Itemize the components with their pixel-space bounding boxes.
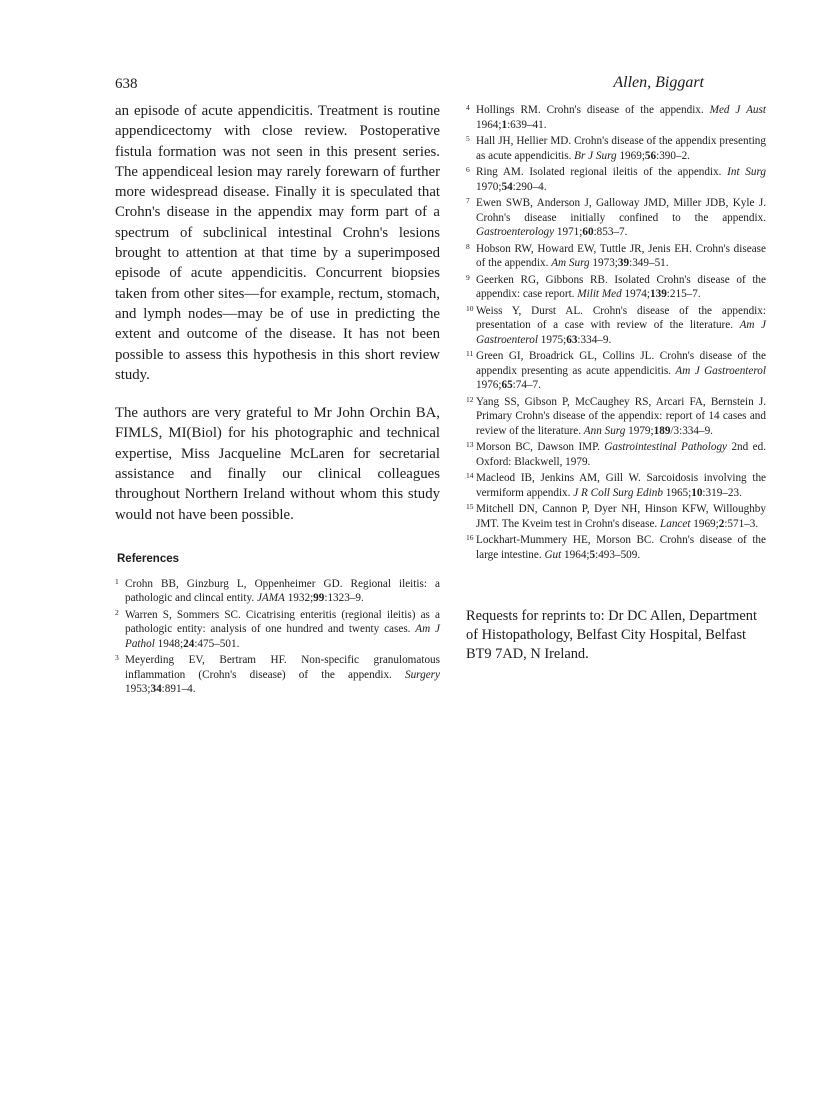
reference-number: 11 [466,349,474,358]
reference-number: 7 [466,196,470,205]
reference-journal: Gastroenterology [476,226,555,238]
reference-volume: 56 [644,149,657,162]
reference-text: Meyerding EV, Bertram HF. Non-specific granulomatous inflammation (Crohn's disease) of the appendix. [125,654,440,681]
running-head: Allen, Biggart [613,74,704,91]
reference-text: Crohn BB, Ginzburg L, Oppenheimer GD. Regional ileitis: a pathologic and clincal entity. [125,577,440,605]
reference-year: 1932; [287,592,314,605]
reference-number: 14 [466,471,474,480]
reference-journal: Surgery [404,668,440,681]
reference-year: 1953; [125,683,151,696]
reference-year: 1971; [556,226,583,238]
reference-pages: :290–4. [512,180,547,193]
page-number: 638 [115,76,138,92]
reference-text: Yang SS, Gibson P, McCaughey RS, Arcari FA, Bernstein J. Primary Crohn's disease of the appendix: report of 14 cases and review of the literature. [476,395,766,437]
reference-journal: JAMA [256,592,285,605]
reference-journal: Ann Surg [583,424,626,437]
reference-item [466,273,766,302]
reference-item [466,502,766,531]
reprint-request: Requests for reprints to: Dr DC Allen, Department of Histopathology, Belfast City Hospital, Belfast BT9 7AD, N Ireland. [466,608,757,662]
reference-journal: J R Coll Surg Edinb [573,486,663,499]
reference-journal: Gastrointestinal Pathology [604,441,728,453]
reference-item [466,440,766,469]
reference-journal: Med J Aust [709,104,766,116]
reference-text: Hobson RW, Howard EW, Tuttle JR, Jenis EH. Crohn's disease of the appendix. [476,242,766,269]
reference-number: 2 [115,607,119,617]
reference-text: Geerken RG, Gibbons RB. Isolated Crohn's disease of the appendix: case report. [476,273,766,300]
reference-number: 13 [466,440,474,449]
reference-volume: 60 [582,226,594,238]
reference-number: 5 [466,134,470,143]
reference-item [466,242,766,271]
reference-pages: :1323–9. [324,592,364,605]
reference-item [115,577,440,606]
reference-year: 1965; [665,486,692,499]
reference-number: 4 [466,103,470,112]
right-column [466,103,766,663]
reference-volume: 139 [650,288,667,300]
reference-pages: :571–3. [724,517,759,530]
reference-item [466,103,766,132]
reference-pages: 2nd ed. Oxford: Blackwell, 1979. [476,441,766,468]
reference-item [115,653,440,697]
reference-volume: 39 [617,257,630,269]
reference-text: Ewen SWB, Anderson J, Galloway JMD, Miller JDB, Kyle J. Crohn's disease initially confined to the appendix. [476,197,766,224]
reference-year: 1964; [476,118,502,131]
reference-journal: Int Surg [727,166,767,178]
reference-year: 1948; [157,637,184,650]
reference-text: Green GI, Broadrick GL, Collins JL. Crohn's disease of the appendix presenting as acute appendicitis. [476,350,766,377]
reference-volume: 10 [691,486,703,499]
reference-pages: :349–51. [629,257,669,269]
reference-item [466,471,766,500]
reference-number: 12 [466,394,474,404]
body-paragraph: an episode of acute appendicitis. Treatment is routine appendicectomy with close review. Postoperative fistula formation was not seen in this present series. The appendiceal lesion may rarely forewarn of further more widespread disease. Finally it is speculated that Crohn's disease in the appendix may form part of a spectrum of subclinical intestinal Crohn's lesions brought to attention at that time by a superimposed episode of acute appendicitis. Concurrent biopsies taken from other sites—for example, rectum, stomach, and lymph nodes—may be of use in predicting the extent and outcome of the disease. It has not been possible to assess this hypothesis in this short review study. [115,103,440,383]
reference-pages: :639–41. [507,118,547,131]
reference-pages: :74–7. [512,379,541,391]
reference-text: Hall JH, Hellier MD. Crohn's disease of the appendix presenting as acute appendicitis. [476,135,766,162]
references-list-left [115,577,440,697]
reference-year: 1964; [564,548,590,561]
reference-volume: 65 [501,379,513,391]
reference-pages: :853–7. [593,226,628,238]
reference-journal: Am Surg [551,257,590,269]
reference-volume: 189 [653,424,671,437]
reference-text: Macleod IB, Jenkins AM, Gill W. Sarcoidosis involving the vermiform appendix. [476,472,766,499]
reference-pages: :891–4. [161,683,196,696]
reference-year: 1973; [592,257,618,269]
reference-journal: Am J Pathol [125,623,440,650]
reference-volume: 99 [313,592,325,605]
reference-number: 6 [466,165,470,174]
acknowledgements-paragraph: The authors are very grateful to Mr John Orchin BA, FIMLS, MI(Biol) for his photographic and technical expertise, Miss Jacqueline McLaren for secretarial assistance and finally our clinical colleagues throughout Northern Ireland without whom this study would not have been possible. [115,405,440,523]
reference-text: Ring AM. Isolated regional ileitis of the appendix. [476,166,722,178]
reference-pages: /3:334–9. [670,424,713,437]
reference-text: Morson BC, Dawson IMP. [476,441,600,453]
reference-pages: :493–509. [595,548,641,561]
reference-journal: Am J Gastroenterol [476,319,766,346]
left-column [115,101,440,699]
reference-number: 8 [466,241,470,251]
reference-number: 1 [115,576,119,586]
reference-volume: 2 [718,517,725,530]
reference-year: 1974; [624,288,650,300]
reference-item [466,165,766,194]
reference-year: 1979; [628,424,654,437]
reference-volume: 34 [150,683,162,696]
reference-item [466,304,766,348]
reference-number: 15 [466,502,474,511]
reference-item [466,196,766,240]
reference-pages: :215–7. [666,288,701,300]
reference-volume: 24 [183,637,195,650]
reference-number: 10 [466,303,474,313]
reference-volume: 63 [566,333,578,346]
references-list-right [466,103,766,562]
reference-text: Lockhart-Mummery HE, Morson BC. Crohn's disease of the large intestine. [476,534,766,561]
reference-journal: Milit Med [577,288,622,300]
reference-year: 1976; [476,379,502,391]
reference-pages: :334–9. [577,333,612,346]
reference-volume: 1 [501,118,508,131]
reference-item [466,533,766,562]
reference-text: Weiss Y, Durst AL. Crohn's disease of the appendix: presentation of a case with review of the literature. [476,304,766,331]
reference-number: 3 [115,653,119,663]
reference-year: 1975; [540,333,567,346]
reference-volume: 54 [501,180,513,193]
reference-pages: :390–2. [656,149,690,162]
reference-number: 9 [466,272,470,282]
reference-journal: Br J Surg [574,149,617,162]
reference-journal: Lancet [660,517,691,530]
reference-number: 16 [466,533,474,542]
reference-pages: :319–23. [702,486,742,499]
reference-volume: 5 [589,548,596,561]
reference-pages: :475–501. [194,637,240,650]
reference-year: 1969; [693,517,719,530]
reference-journal: Am J Gastroenterol [675,364,767,377]
reference-text: Warren S, Sommers SC. Cicatrising enteritis (regional ileitis) as a pathologic entity: analysis of one hundred and twenty cases. [125,608,440,636]
reference-year: 1969; [619,149,645,162]
reference-text: Hollings RM. Crohn's disease of the appendix. [476,104,704,116]
reference-item [115,608,440,652]
reference-year: 1970; [476,180,502,193]
reference-item [466,134,766,163]
reference-item [466,349,766,393]
references-heading: References [117,552,180,565]
reference-journal: Gut [544,548,562,561]
reference-item [466,395,766,439]
reference-text: Mitchell DN, Cannon P, Dyer NH, Hinson KFW, Willoughby JMT. The Kveim test in Crohn's disease. [476,503,766,530]
